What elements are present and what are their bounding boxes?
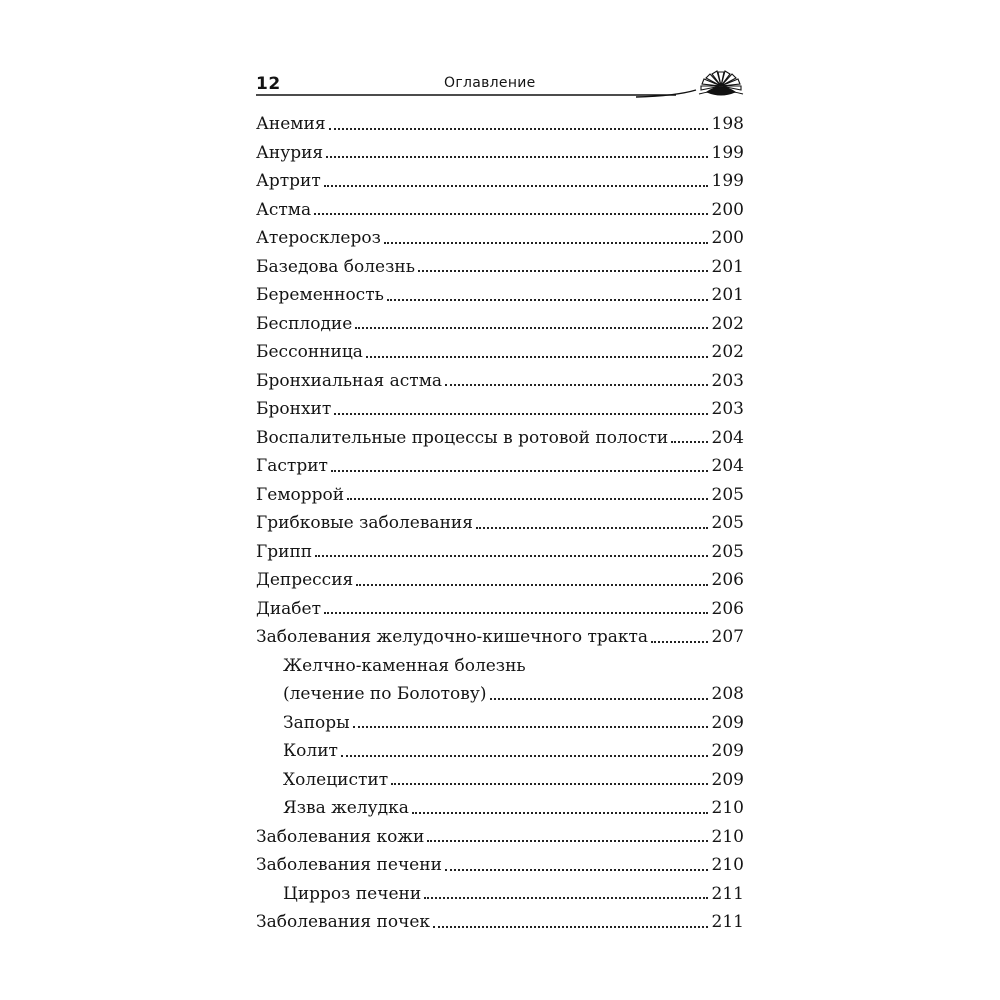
toc-entry-page-number: 202 — [711, 313, 744, 334]
toc-entry-page-number: 202 — [711, 342, 744, 362]
dot-leader — [387, 299, 708, 301]
toc-entry — [256, 652, 744, 709]
toc-entry — [256, 338, 744, 367]
toc-entry-title: Язва желудка — [283, 798, 409, 818]
toc-entry-page-number: 204 — [711, 456, 744, 476]
toc-entry-page-number: 200 — [711, 228, 744, 248]
toc-entry-title: Заболевания печени — [256, 855, 442, 875]
toc-entry-title: Воспалительные процессы в ротовой полости — [256, 427, 669, 448]
toc-entry-title: Заболевания почек — [256, 912, 431, 932]
toc-entry-title: Анемия — [256, 114, 326, 134]
dot-leader — [334, 413, 707, 415]
toc-entry — [256, 766, 744, 795]
toc-entry — [256, 595, 744, 624]
toc-entry-title-line1: Желчно-каменная болезнь — [283, 655, 526, 676]
toc-entry-title: Бронхит — [256, 399, 332, 419]
dot-leader — [427, 840, 707, 842]
toc-entry-page-number: 209 — [711, 741, 744, 761]
toc-entry — [256, 395, 744, 424]
toc-entry — [256, 196, 744, 225]
toc-entry — [256, 623, 744, 652]
dot-leader — [433, 926, 708, 928]
toc-entry-title: Грибковые заболевания — [256, 513, 473, 533]
dot-leader — [347, 498, 707, 500]
toc-entry-page-number: 203 — [711, 370, 744, 391]
toc-entry-title: Беременность — [256, 285, 384, 305]
toc-entry-page-number: 198 — [711, 114, 744, 134]
toc-entry — [256, 509, 744, 538]
toc-entry-page-number: 205 — [711, 484, 744, 505]
toc-entry-page-number: 211 — [711, 912, 744, 932]
dot-leader — [315, 555, 707, 557]
toc-entry-title: Астма — [256, 199, 312, 220]
toc-entry-page-number: 206 — [711, 598, 744, 619]
toc-entry-title: Заболевания желудочно-кишечного тракта — [256, 627, 649, 647]
toc-entry-title: Депрессия — [256, 570, 354, 590]
dot-leader — [324, 612, 708, 614]
toc-entry-page-number: 204 — [711, 427, 744, 448]
toc-entry-page-number: 206 — [711, 570, 744, 590]
dot-leader — [356, 584, 707, 586]
toc-entry-page-number: 209 — [711, 769, 744, 790]
toc-entry — [256, 908, 744, 937]
toc-entry — [256, 110, 744, 139]
toc-entry-page-number: 201 — [711, 285, 744, 305]
toc-entry-title: Диабет — [256, 598, 321, 619]
toc-entry-page-number: 210 — [711, 826, 744, 847]
toc-entry-title-line2 — [283, 680, 744, 709]
toc-entry — [256, 566, 744, 595]
toc-entry-page-number: 199 — [711, 142, 744, 163]
toc-entry — [256, 167, 744, 196]
toc-entry — [256, 253, 744, 282]
toc-entry-page-number: 208 — [711, 684, 744, 704]
toc-entry-page-number: 201 — [711, 256, 744, 277]
page-number: 12 — [256, 74, 281, 94]
dot-leader — [353, 726, 708, 728]
toc-entry — [256, 281, 744, 310]
toc-entry — [256, 310, 744, 339]
toc-entry-page-number: 207 — [711, 627, 744, 647]
dot-leader — [331, 470, 708, 472]
page-header — [256, 66, 748, 100]
running-title: Оглавление — [444, 75, 536, 91]
dot-leader — [366, 356, 708, 358]
toc-entry — [256, 424, 744, 453]
dot-leader — [418, 270, 708, 272]
toc-entry-page-number: 210 — [711, 855, 744, 875]
toc-entry-title: Запоры — [283, 712, 350, 733]
toc-entry-title: Геморрой — [256, 484, 345, 505]
dot-leader — [326, 156, 707, 158]
toc-entry-title: Бессонница — [256, 342, 363, 362]
toc-entry — [256, 709, 744, 738]
toc-entry-page-number: 209 — [711, 712, 744, 733]
toc-entry-title: Анурия — [256, 142, 324, 163]
toc-entry — [256, 538, 744, 567]
dot-leader — [476, 527, 708, 529]
toc-entry-page-number: 199 — [711, 171, 744, 191]
toc-entry-page-number: 205 — [711, 513, 744, 533]
dot-leader — [445, 384, 707, 386]
toc-entry-title: Бронхиальная астма — [256, 370, 443, 391]
toc-entry-title: Заболевания кожи — [256, 826, 425, 847]
dot-leader — [341, 755, 708, 757]
table-of-contents — [256, 110, 744, 937]
toc-entry-page-number: 200 — [711, 199, 744, 220]
toc-entry — [256, 452, 744, 481]
dot-leader — [651, 641, 707, 643]
toc-entry-title: Артрит — [256, 171, 321, 191]
dot-leader — [671, 441, 707, 443]
toc-entry — [256, 224, 744, 253]
toc-entry-title: Колит — [283, 741, 338, 761]
dot-leader — [424, 897, 707, 899]
toc-entry-title: Атеросклероз — [256, 228, 381, 248]
toc-entry — [256, 737, 744, 766]
toc-entry-title: Бесплодие — [256, 313, 353, 334]
toc-entry — [256, 880, 744, 909]
toc-entry — [256, 139, 744, 168]
flower-ornament-icon — [256, 66, 748, 100]
toc-entry — [256, 367, 744, 396]
toc-entry — [256, 851, 744, 880]
dot-leader — [412, 812, 708, 814]
dot-leader — [314, 213, 707, 215]
toc-entry — [256, 823, 744, 852]
dot-leader — [445, 869, 708, 871]
dot-leader — [391, 783, 707, 785]
dot-leader — [355, 327, 707, 329]
toc-entry-page-number: 211 — [711, 883, 744, 904]
toc-entry-title: (лечение по Болотову) — [283, 684, 487, 704]
dot-leader — [490, 698, 708, 700]
toc-entry-page-number: 205 — [711, 541, 744, 562]
toc-entry-title: Холецистит — [283, 769, 389, 790]
dot-leader — [384, 242, 708, 244]
toc-entry-title: Гастрит — [256, 456, 328, 476]
toc-entry-page-number: 210 — [711, 798, 744, 818]
toc-entry-page-number: 203 — [711, 399, 744, 419]
toc-entry-title: Базедова болезнь — [256, 256, 415, 277]
toc-entry-title: Цирроз печени — [283, 883, 422, 904]
dot-leader — [324, 185, 708, 187]
dot-leader — [329, 128, 708, 130]
toc-entry-title: Грипп — [256, 541, 313, 562]
toc-entry — [256, 794, 744, 823]
toc-entry — [256, 481, 744, 510]
